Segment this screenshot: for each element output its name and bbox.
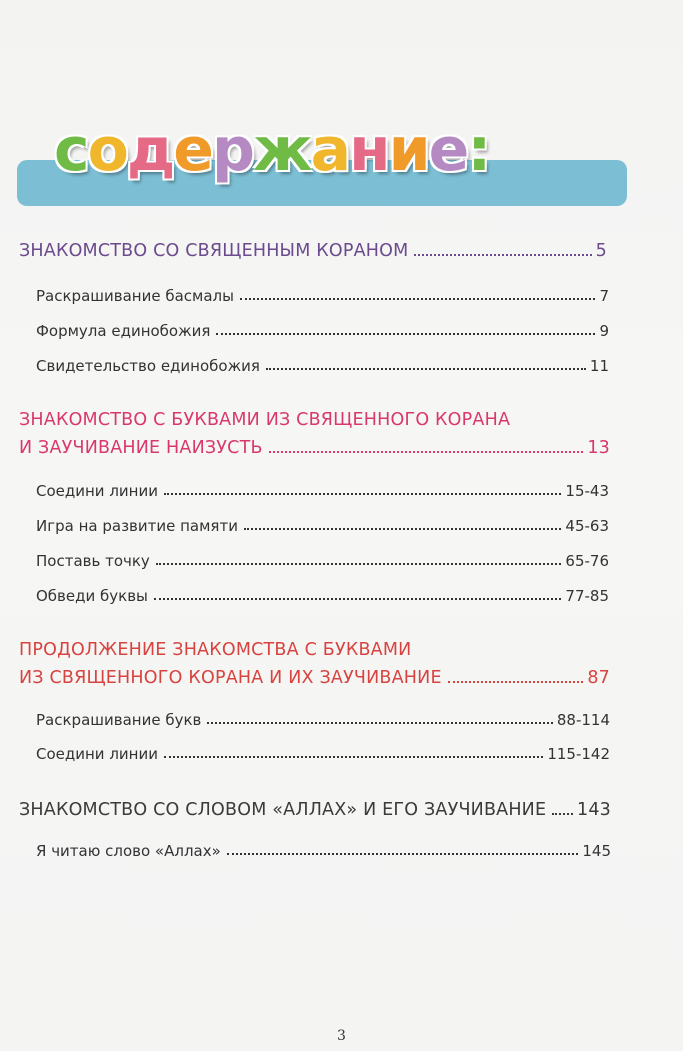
title-letter: с [54, 115, 88, 185]
section-title: ЗНАКОМСТВО СО СЛОВОМ «АЛЛАХ» И ЕГО ЗАУЧИВАНИЕ [19, 800, 547, 820]
dot-leader [207, 722, 553, 724]
item-page: 45-63 [565, 517, 609, 535]
title-letter: е [428, 115, 468, 185]
section-page: 5 [595, 241, 607, 261]
toc-item[interactable] [36, 322, 609, 340]
section-page: 87 [587, 668, 610, 688]
toc-item[interactable] [36, 745, 610, 763]
dot-leader [154, 598, 562, 600]
dot-leader [414, 254, 591, 256]
toc-item[interactable] [36, 287, 609, 305]
dot-leader [216, 333, 595, 335]
section-title-line-2: ИЗ СВЯЩЕННОГО КОРАНА И ИХ ЗАУЧИВАНИЕ [19, 668, 442, 688]
dot-leader [244, 528, 561, 530]
title-letter: д [126, 115, 174, 185]
toc-item[interactable] [36, 587, 609, 605]
item-label: Соедини линии [36, 745, 158, 763]
item-label: Игра на развитие памяти [36, 517, 238, 535]
item-page: 77-85 [565, 587, 609, 605]
toc-item[interactable] [36, 517, 609, 535]
item-label: Я читаю слово «Аллах» [36, 842, 221, 860]
item-label: Формула единобожия [36, 322, 211, 340]
title-letter: н [349, 115, 389, 185]
item-label: Поставь точку [36, 552, 150, 570]
item-page: 88-114 [556, 711, 610, 729]
toc-section-3[interactable] [19, 668, 610, 688]
section-title-line-1[interactable]: ЗНАКОМСТВО С БУКВАМИ ИЗ СВЯЩЕННОГО КОРАНА [19, 410, 511, 430]
item-label: Обведи буквы [36, 587, 148, 605]
title-letter: и [388, 115, 429, 185]
dot-leader [240, 298, 596, 300]
item-page: 7 [599, 287, 609, 305]
toc-item[interactable] [36, 552, 609, 570]
dot-leader [156, 563, 562, 565]
item-page: 9 [599, 322, 609, 340]
dot-leader [269, 451, 584, 453]
item-page: 145 [582, 842, 611, 860]
title-letter: о [87, 115, 127, 185]
dot-leader [164, 493, 561, 495]
dot-leader [448, 681, 584, 683]
section-title-line-2: И ЗАУЧИВАНИЕ НАИЗУСТЬ [19, 438, 263, 458]
section-title-line-1[interactable]: ПРОДОЛЖЕНИЕ ЗНАКОМСТВА С БУКВАМИ [19, 640, 412, 660]
title-letter: : [467, 115, 490, 185]
toc-section-2[interactable] [19, 438, 610, 458]
toc-item[interactable] [36, 711, 610, 729]
toc-item[interactable] [36, 357, 609, 375]
item-label: Свидетельство единобожия [36, 357, 260, 375]
title-letter: е [173, 115, 212, 185]
dot-leader [266, 368, 586, 370]
page-number: 3 [337, 1028, 346, 1044]
toc-item[interactable] [36, 842, 611, 860]
title-letter: а [310, 115, 350, 185]
item-label: Раскрашивание букв [36, 711, 202, 729]
section-title: ЗНАКОМСТВО СО СВЯЩЕННЫМ КОРАНОМ [19, 241, 409, 261]
dot-leader [552, 813, 573, 815]
section-page: 13 [587, 438, 610, 458]
item-page: 11 [589, 357, 609, 375]
item-label: Соедини линии [36, 482, 158, 500]
toc-item[interactable] [36, 482, 609, 500]
toc-section-4[interactable] [19, 800, 611, 820]
item-page: 115-142 [547, 745, 610, 763]
dot-leader [227, 853, 579, 855]
title-letter: р [211, 115, 253, 185]
item-page: 15-43 [565, 482, 609, 500]
item-page: 65-76 [565, 552, 609, 570]
dot-leader [164, 756, 543, 758]
title-letter: ж [252, 115, 311, 185]
item-label: Раскрашивание басмалы [36, 287, 234, 305]
section-page: 143 [576, 800, 611, 820]
toc-section-1[interactable] [19, 241, 607, 261]
